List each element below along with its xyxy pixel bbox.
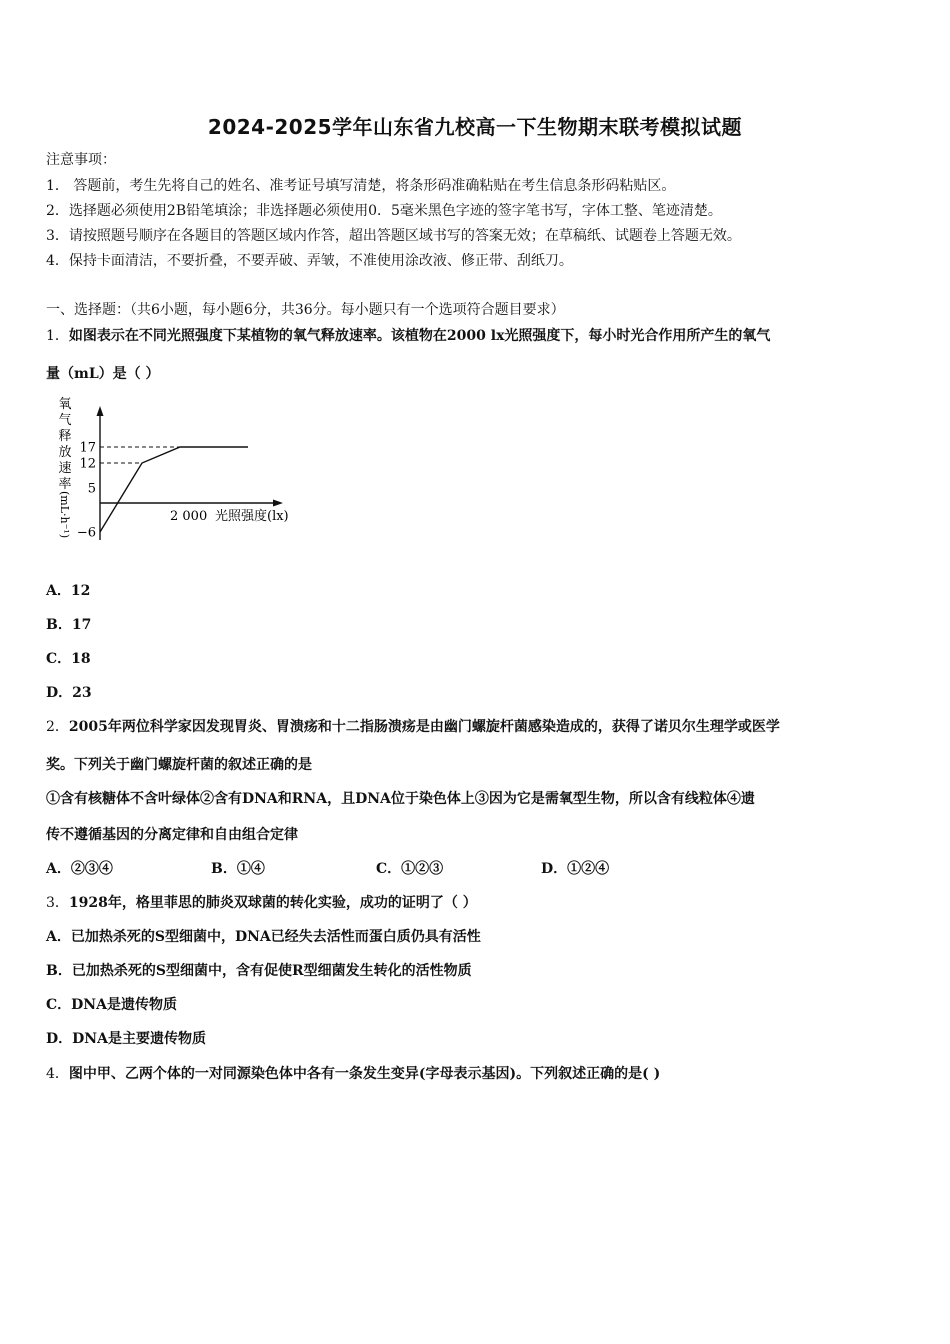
notice-heading: 注意事项： [46, 152, 116, 168]
question-3-option-d[interactable]: D．DNA是主要遗传物质 [46, 1031, 206, 1047]
y-axis-label-unit: (mL·h⁻¹) [58, 491, 71, 539]
question-3-option-c[interactable]: C．DNA是遗传物质 [46, 997, 177, 1013]
question-2-option-d[interactable]: D．①②④ [541, 861, 610, 877]
question-3-option-a[interactable]: A．已加热杀死的S型细菌中，DNA已经失去活性而蛋白质仍具有活性 [46, 929, 481, 945]
notice-item-3: 3．请按照题号顺序在各题目的答题区域内作答，超出答题区域书写的答案无效；在草稿纸、试题卷上答题无效。 [46, 228, 741, 244]
y-axis-label-char: 氧 [58, 397, 72, 412]
y-axis-label-char: 率 [58, 477, 72, 492]
question-1-stem-line2: 量（mL）是（ ） [46, 366, 160, 382]
y-axis-label-char: 气 [58, 413, 72, 428]
notice-item-4: 4．保持卡面清洁，不要折叠，不要弄破、弄皱，不准使用涂改液、修正带、刮纸刀。 [46, 253, 573, 269]
y-tick-label-17: 17 [79, 440, 96, 456]
question-2-stem-line1: 2005年两位科学家因发现胃炎、胃溃疡和十二指肠溃疡是由幽门螺旋杆菌感染造成的，获得了诺贝尔生理学或医学 [68, 719, 780, 735]
question-4 [46, 1064, 660, 1084]
y-axis-label-char: 放 [58, 445, 72, 460]
y-axis-label-char: 速 [58, 461, 72, 476]
y-tick-label-5: 5 [87, 481, 96, 497]
oxygen-release-chart [50, 392, 320, 547]
page-title: 2024-2025学年山东省九校高一下生物期末联考模拟试题 [207, 115, 743, 139]
question-2-stem-line2: 奖。下列关于幽门螺旋杆菌的叙述正确的是 [46, 757, 312, 773]
notice-item-1: 1． 答题前，考生先将自己的姓名、准考证号填写清楚，将条形码准确粘贴在考生信息条形码粘贴区。 [46, 178, 676, 194]
question-3-number: 3． [46, 895, 69, 911]
y-axis-label-char: 释 [58, 429, 72, 444]
x-axis-arrow [273, 500, 283, 507]
question-2-option-b[interactable]: B．①④ [211, 861, 265, 877]
notice-item-2: 2．选择题必须使用2B铅笔填涂；非选择题必须使用0．5毫米黑色字迹的签字笔书写，字体工整、笔迹清楚。 [46, 203, 722, 219]
question-3-stem: 1928年，格里菲思的肺炎双球菌的转化实验，成功的证明了（ ） [68, 895, 477, 911]
question-2-option-a[interactable]: A．②③④ [46, 861, 113, 877]
y-tick-label-12: 12 [79, 456, 96, 472]
question-2-number: 2． [46, 719, 69, 735]
question-2-option-c[interactable]: C．①②③ [376, 861, 444, 877]
question-1-option-b[interactable]: B．17 [46, 617, 92, 633]
question-2-statements-line1: ①含有核糖体不含叶绿体②含有DNA和RNA，且DNA位于染色体上③因为它是需氧型生物，所以含有线粒体④遗 [46, 791, 755, 807]
question-1-option-a[interactable]: A．12 [46, 583, 91, 599]
y-tick-label-minus6: −6 [76, 525, 96, 541]
x-tick-label-2000: 2 000 [170, 509, 208, 524]
question-1-stem-line1: 如图表示在不同光照强度下某植物的氧气释放速率。该植物在2000 lx光照强度下，每小时光合作用所产生的氧气 [68, 328, 771, 344]
question-4-number: 4． [46, 1066, 69, 1082]
question-2-statements-line2: 传不遵循基因的分离定律和自由组合定律 [46, 827, 298, 843]
question-3-option-b[interactable]: B．已加热杀死的S型细菌中，含有促使R型细菌发生转化的活性物质 [46, 963, 472, 979]
x-axis-label: 光照强度(lx) [215, 509, 289, 524]
question-3 [46, 893, 477, 913]
question-1-number: 1． [46, 328, 69, 344]
question-2 [46, 717, 780, 737]
section-heading: 一、选择题：（共6小题，每小题6分，共36分。每小题只有一个选项符合题目要求） [46, 302, 565, 318]
y-axis-label [58, 397, 72, 538]
question-1-option-c[interactable]: C．18 [46, 651, 91, 667]
question-1 [46, 326, 770, 346]
question-1-option-d[interactable]: D．23 [46, 685, 92, 701]
y-axis-arrow [97, 406, 104, 416]
question-4-stem: 图中甲、乙两个体的一对同源染色体中各有一条发生变异(字母表示基因)。下列叙述正确的是( ) [68, 1066, 661, 1082]
